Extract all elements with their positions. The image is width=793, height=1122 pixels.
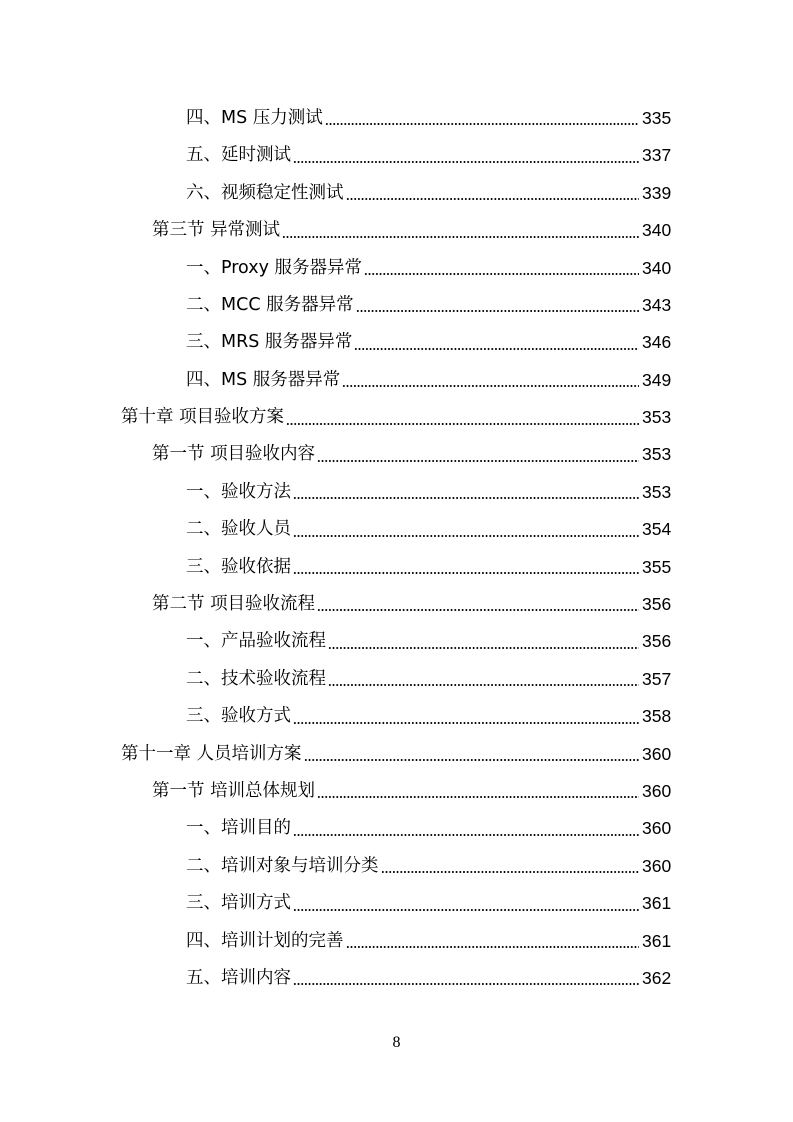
toc-entry-page: 357 [642, 668, 672, 689]
toc-entry[interactable] [0, 474, 793, 511]
toc-entry-page: 360 [642, 855, 672, 876]
toc-entry-page: 335 [642, 107, 672, 128]
dot-leader [293, 909, 639, 911]
toc-entry-page: 343 [642, 294, 672, 315]
toc-entry[interactable] [0, 923, 793, 960]
toc-entry-label: 四、MS 服务器异常 [186, 369, 341, 390]
dot-leader [282, 236, 639, 238]
table-of-contents [0, 100, 793, 997]
dot-leader [328, 684, 639, 686]
toc-entry-label: 三、验收方式 [186, 706, 291, 727]
dot-leader [293, 722, 639, 724]
toc-entry-page: 360 [642, 780, 672, 801]
toc-entry-label: 五、培训内容 [186, 967, 291, 988]
toc-section-entry[interactable] [0, 437, 793, 474]
dot-leader [328, 647, 639, 649]
dot-leader [317, 796, 639, 798]
dot-leader [293, 161, 639, 163]
toc-entry-label: 二、培训对象与培训分类 [186, 855, 379, 876]
toc-entry-label: 六、视频稳定性测试 [186, 182, 344, 203]
dot-leader [381, 871, 640, 873]
dot-leader [354, 348, 639, 350]
toc-entry-page: 362 [642, 967, 672, 988]
dot-leader [317, 609, 639, 611]
toc-entry-label: 五、延时测试 [186, 145, 291, 166]
toc-section-entry[interactable] [0, 773, 793, 810]
toc-entry-label: 四、MS 压力测试 [186, 107, 323, 128]
toc-entry-page: 355 [642, 556, 672, 577]
toc-entry-page: 356 [642, 594, 672, 615]
toc-entry[interactable] [0, 661, 793, 698]
toc-entry[interactable] [0, 324, 793, 361]
toc-chapter-entry[interactable] [0, 736, 793, 773]
toc-entry[interactable] [0, 623, 793, 660]
toc-entry[interactable] [0, 698, 793, 735]
toc-entry[interactable] [0, 250, 793, 287]
page-number: 8 [392, 1034, 401, 1051]
toc-entry-label: 二、MCC 服务器异常 [186, 294, 354, 315]
toc-entry[interactable] [0, 362, 793, 399]
toc-entry-label: 一、培训目的 [186, 818, 291, 839]
toc-entry-page: 361 [642, 930, 672, 951]
toc-entry-page: 353 [642, 481, 672, 502]
dot-leader [317, 460, 639, 462]
dot-leader [293, 834, 639, 836]
dot-leader [346, 946, 640, 948]
dot-leader [293, 535, 639, 537]
toc-entry-page: 356 [642, 631, 672, 652]
toc-entry[interactable] [0, 100, 793, 137]
toc-entry-label: 三、培训方式 [186, 893, 291, 914]
toc-entry-label: 二、技术验收流程 [186, 668, 326, 689]
dot-leader [364, 273, 639, 275]
dot-leader [325, 123, 639, 125]
toc-entry-label: 三、验收依据 [186, 556, 291, 577]
toc-entry-page: 349 [642, 369, 672, 390]
dot-leader [293, 572, 639, 574]
toc-entry[interactable] [0, 137, 793, 174]
toc-entry-label: 四、培训计划的完善 [186, 930, 344, 951]
toc-entry-page: 340 [642, 257, 672, 278]
toc-entry-label: 第二节 项目验收流程 [152, 594, 316, 615]
toc-entry-page: 337 [642, 145, 672, 166]
toc-section-entry[interactable] [0, 212, 793, 249]
dot-leader [293, 983, 639, 985]
dot-leader [293, 497, 639, 499]
toc-entry-label: 第十章 项目验收方案 [121, 407, 285, 428]
dot-leader [342, 385, 639, 387]
toc-entry-page: 360 [642, 818, 672, 839]
toc-entry[interactable] [0, 549, 793, 586]
toc-entry-label: 一、验收方法 [186, 481, 291, 502]
toc-entry[interactable] [0, 175, 793, 212]
toc-entry[interactable] [0, 885, 793, 922]
toc-entry-label: 第一节 项目验收内容 [152, 444, 316, 465]
toc-entry-page: 346 [642, 332, 672, 353]
toc-section-entry[interactable] [0, 586, 793, 623]
toc-entry[interactable] [0, 848, 793, 885]
dot-leader [346, 198, 640, 200]
toc-entry-label: 一、产品验收流程 [186, 631, 326, 652]
dot-leader [286, 423, 639, 425]
toc-entry-label: 第一节 培训总体规划 [152, 780, 316, 801]
toc-chapter-entry[interactable] [0, 399, 793, 436]
toc-entry-page: 360 [642, 743, 672, 764]
dot-leader [356, 310, 639, 312]
toc-entry-page: 353 [642, 407, 672, 428]
toc-entry-page: 354 [642, 519, 672, 540]
toc-entry[interactable] [0, 511, 793, 548]
toc-entry[interactable] [0, 810, 793, 847]
dot-leader [304, 759, 639, 761]
toc-entry-page: 339 [642, 182, 672, 203]
toc-entry-page: 358 [642, 706, 672, 727]
toc-entry[interactable] [0, 287, 793, 324]
toc-entry-page: 361 [642, 893, 672, 914]
toc-entry-label: 三、MRS 服务器异常 [186, 332, 353, 353]
toc-entry-page: 340 [642, 220, 672, 241]
toc-entry-label: 二、验收人员 [186, 519, 291, 540]
toc-entry-label: 一、Proxy 服务器异常 [186, 257, 362, 278]
toc-entry-label: 第三节 异常测试 [152, 220, 281, 241]
toc-entry-label: 第十一章 人员培训方案 [121, 743, 302, 764]
toc-entry[interactable] [0, 960, 793, 997]
toc-entry-page: 353 [642, 444, 672, 465]
